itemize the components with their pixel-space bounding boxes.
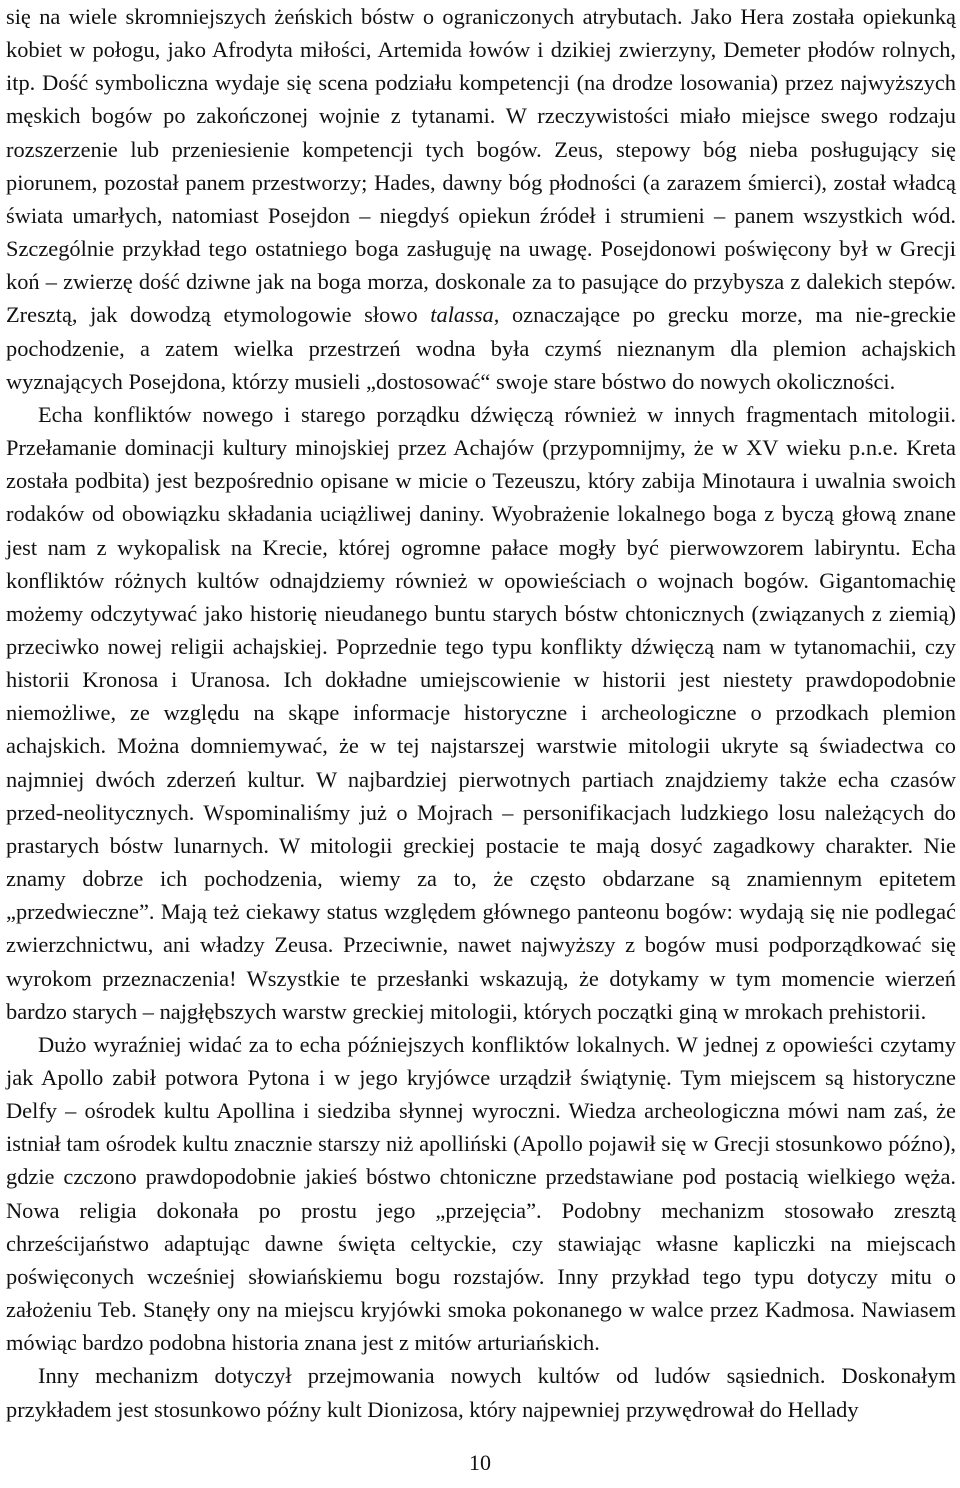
- document-page: [6, 0, 956, 1426]
- paragraph-3: Dużo wyraźniej widać za to echa późniejszych konfliktów lokalnych. W jednej z opowieści czytamy jak Apollo zabił potwora Pytona i w jego kryjówce urządził świątynię. Tym miejscem są historyczne Delfy – ośrodek kultu Apollina i siedziba słynnej wyroczni. Wiedza archeologiczna mówi nam zaś, że istniał tam ośrodek kultu znacznie starszy niż apolliński (Apollo pojawił się w Grecji stosunkowo późno), gdzie czczono prawdopodobnie jakieś bóstwo chtoniczne przedstawiane pod postacią wielkiego węża. Nowa religia dokonała po prostu jego „przejęcia”. Podobny mechanizm stosowało zresztą chrześcijaństwo adaptując dawne święta celtyckie, czy stawiając własne kapliczki na miejscach poświęconych wcześniej słowiańskiemu bogu rozstajów. Inny przykład tego typu dotyczy mitu o założeniu Teb. Stanęły ony na miejscu kryjówki smoka pokonanego w walce przez Kadmosa. Nawiasem mówiąc bardzo podobna historia znana jest z mitów arturiańskich.: [6, 1031, 956, 1356]
- page-number: 10: [469, 1450, 491, 1475]
- paragraph-4: Inny mechanizm dotyczył przejmowania nowych kultów od ludów sąsiednich. Doskonałym przykładem jest stosunkowo późny kult Dionizosa, który najpewniej przywędrował do Hellady: [6, 1363, 956, 1422]
- paragraph-1: [6, 0, 956, 398]
- paragraph-1-italic-term: talassa: [430, 302, 494, 328]
- paragraph-1-part-2: , oznaczające po grecku morze, ma nie-greckie pochodzenie, a zatem wielka przestrzeń wodna była czymś nieznanym dla plemion achajskich wyznających Posejdona, którzy musieli „dostosować“ swoje stare bóstwo do nowych okoliczności.: [6, 302, 956, 394]
- paragraph-2: Echa konfliktów nowego i starego porządku dźwięczą również w innych fragmentach mitologii. Przełamanie dominacji kultury minojskiej przez Achajów (przypomnijmy, że w XV wieku p.n.e. Kreta została podbita) jest bezpośrednio opisane w micie o Tezeuszu, który zabija Minotaura i uwalnia swoich rodaków od obowiązku składania uciążliwej daniny. Wyobrażenie lokalnego boga z byczą głową znane jest nam z wykopalisk na Krecie, której ogromne pałace mogły być pierwowzorem labiryntu. Echa konfliktów różnych kultów odnajdziemy również w opowieściach o wojnach bogów. Gigantomachię możemy odczytywać jako historię nieudanego buntu starych bóstw chtonicznych (związanych z ziemią) przeciwko nowej religii achajskiej. Poprzednie tego typu konflikty dźwięczą nam w tytanomachii, czy historii Kronosa i Uranosa. Ich dokładne umiejscowienie w historii jest niestety prawdopodobnie niemożliwe, ze względu na skąpe informacje historyczne i archeologiczne o przodkach plemion achajskich. Można domniemywać, że w tej najstarszej warstwie mitologii ukryte są świadectwa co najmniej dwóch zderzeń kultur. W najbardziej pierwotnych partiach znajdziemy także echa czasów przed-neolitycznych. Wspominaliśmy już o Mojrach – personifikacjach ludzkiego losu należących do prastarych bóstw lunarnych. W mitologii greckiej postacie te mają dosyć zagadkowy charakter. Nie znamy dobrze ich pochodzenia, wiemy za to, że często obdarzane są znamiennym epitetem „przedwieczne”. Mają też ciekawy status względem głównego panteonu bogów: wydają się nie podlegać zwierzchnictwu, ani władzy Zeusa. Przeciwnie, nawet najwyższy z bogów musi podporządkować się wyrokom przeznaczenia! Wszystkie te przesłanki wskazują, że dotykamy w tym momencie wierzeń bardzo starych – najgłębszych warstw greckiej mitologii, których początki giną w mrokach prehistorii.: [6, 401, 956, 1024]
- paragraph-1-part-1: się na wiele skromniejszych żeńskich bóstw o ograniczonych atrybutach. Jako Hera została opiekunką kobiet w połogu, jako Afrodyta miłości, Artemida łowów i dzikiej zwierzyny, Demeter płodów rolnych, itp. Dość symboliczna wydaje się scena podziału kompetencji (na drodze losowania) przez najwyższych męskich bogów po zakończonej wojnie z tytanami. W rzeczywistości miało miejsce swego rodzaju rozszerzenie lub przeniesienie kompetencji tych bogów. Zeus, stepowy bóg nieba posługujący się piorunem, pozostał panem przestworzy; Hades, dawny bóg płodności (a zarazem śmierci), został władcą świata umarłych, natomiast Posejdon – niegdyś opiekun źródeł i strumieni – panem wszystkich wód. Szczególnie przykład tego ostatniego boga zasługuję na uwagę. Posejdonowi poświęcony był w Grecji koń – zwierzę dość dziwne jak na boga morza, doskonale za to pasujące do przybysza z dalekich stepów. Zresztą, jak dowodzą etymologowie słowo: [6, 4, 956, 328]
